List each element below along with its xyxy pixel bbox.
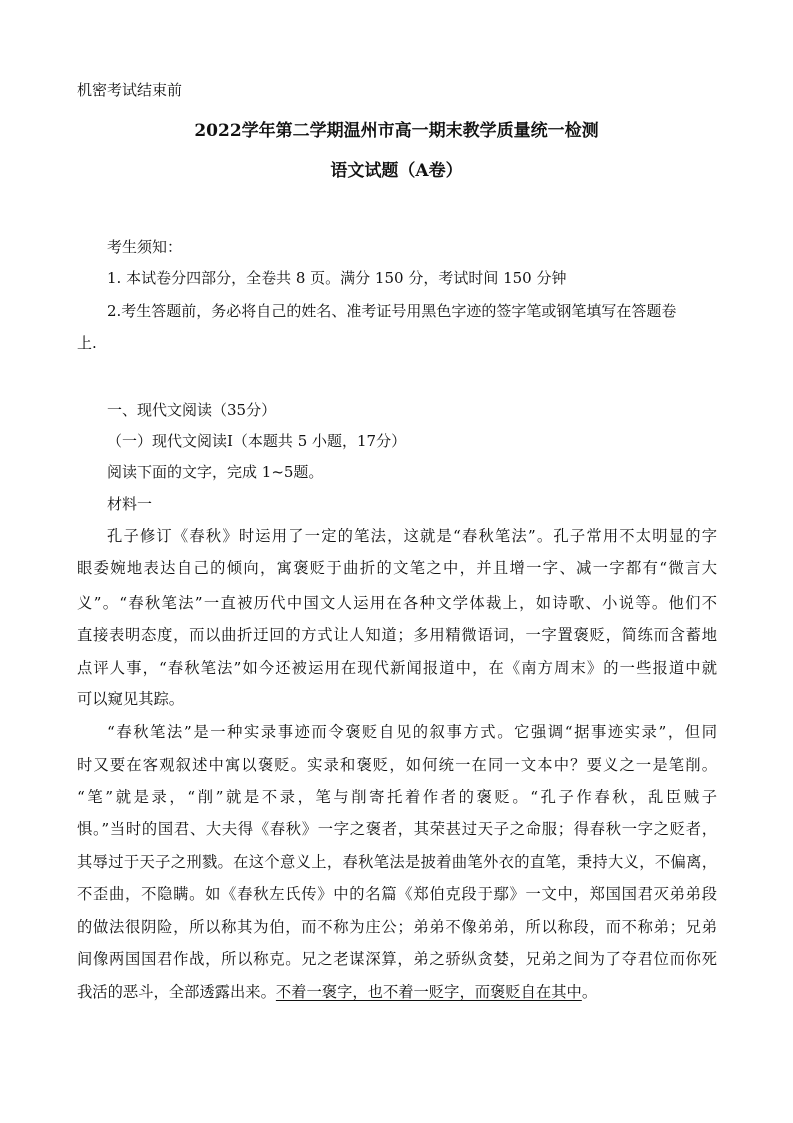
paragraph-2-line: 惧。”当时的国君、大夫得《春秋》一字之褒者，其荣甚过天子之命服；得春秋一字之贬者， xyxy=(77,820,717,838)
paragraph-1-line: 孔子修订《春秋》时运用了一定的笔法，这就是“春秋笔法”。孔子常用不太明显的字 xyxy=(107,527,717,545)
notice-item-2-line-2: 上. xyxy=(77,334,97,352)
section-instruction: 阅读下面的文字，完成 1~5题。 xyxy=(107,463,324,481)
paragraph-2-line: “春秋笔法”是一种实录事迹而令褒贬自见的叙事方式。它强调“据事迹实录”，但同 xyxy=(107,723,717,741)
paragraph-1-line: 点评人事，“春秋笔法”如今还被运用在现代新闻报道中，在《南方周末》的一些报道中就 xyxy=(77,659,717,677)
material-label: 材料一 xyxy=(107,495,153,513)
paragraph-1-line: 可以窥见其踪。 xyxy=(77,690,185,708)
paragraph-2-line: 其辱过于天子之刑戮。在这个意义上，春秋笔法是披着曲笔外衣的直笔，秉持大义，不偏离， xyxy=(77,853,717,871)
notice-item-2-line-1: 2.考生答题前，务必将自己的姓名、准考证号用黑色字迹的签字笔或钢笔填写在答题卷 xyxy=(107,302,677,320)
paragraph-2-line: 不歪曲，不隐瞒。如《春秋左氏传》中的名篇《郑伯克段于鄢》一文中，郑国国君灭弟弟段 xyxy=(77,885,717,903)
paragraph-2-last-end: 。 xyxy=(581,983,598,1001)
paragraph-2-last-plain: 我活的恶斗，全部透露出来。 xyxy=(77,983,276,1001)
section-sub-heading: （一）现代文阅读Ⅰ（本题共 5 小题，17分） xyxy=(107,432,407,450)
paragraph-1-line: 直接表明态度，而以曲折迂回的方式让人知道；多用精微语词，一字置褒贬，简练而含蓄地 xyxy=(77,626,717,644)
paragraph-1-line: 眼委婉地表达自己的倾向，寓褒贬于曲折的文笔之中，并且增一字、减一字都有“微言大 xyxy=(77,559,717,577)
paragraph-2-line: 的做法很阴险，所以称其为伯，而不称为庄公；弟弟不像弟弟，所以称段，而不称弟；兄弟 xyxy=(77,918,717,936)
confidential-label: 机密考试结束前 xyxy=(77,81,183,99)
paragraph-1-line: 义”。“春秋笔法”一直被历代中国文人运用在各种文学体裁上，如诗歌、小说等。他们不 xyxy=(77,594,717,612)
underlined-sentence: 不着一褒字，也不着一贬字，而褒贬自在其中 xyxy=(275,983,582,1001)
paragraph-2-line: “笔”就是录，“削”就是不录，笔与削寄托着作者的褒贬。“孔子作春秋，乱臣贼子 xyxy=(77,788,717,806)
exam-subtitle: 语文试题（A卷） xyxy=(330,161,463,181)
exam-title: 2022学年第二学期温州市高一期末教学质量统一检测 xyxy=(194,121,599,141)
paragraph-2-line: 间像两国国君作战，所以称克。兄之老谋深算，弟之骄纵贪婪，兄弟之间为了夺君位而你死 xyxy=(77,950,717,968)
paragraph-2-last-line xyxy=(77,982,717,1002)
notice-heading: 考生须知： xyxy=(107,238,183,256)
section-heading: 一、现代文阅读（35分） xyxy=(107,401,277,419)
notice-item-1: 1. 本试卷分四部分，全卷共 8 页。满分 150 分，考试时间 150 分钟 xyxy=(107,269,567,287)
paragraph-2-line: 时又要在客观叙述中寓以褒贬。实录和褒贬，如何统一在同一文本中？要义之一是笔削。 xyxy=(77,756,717,774)
